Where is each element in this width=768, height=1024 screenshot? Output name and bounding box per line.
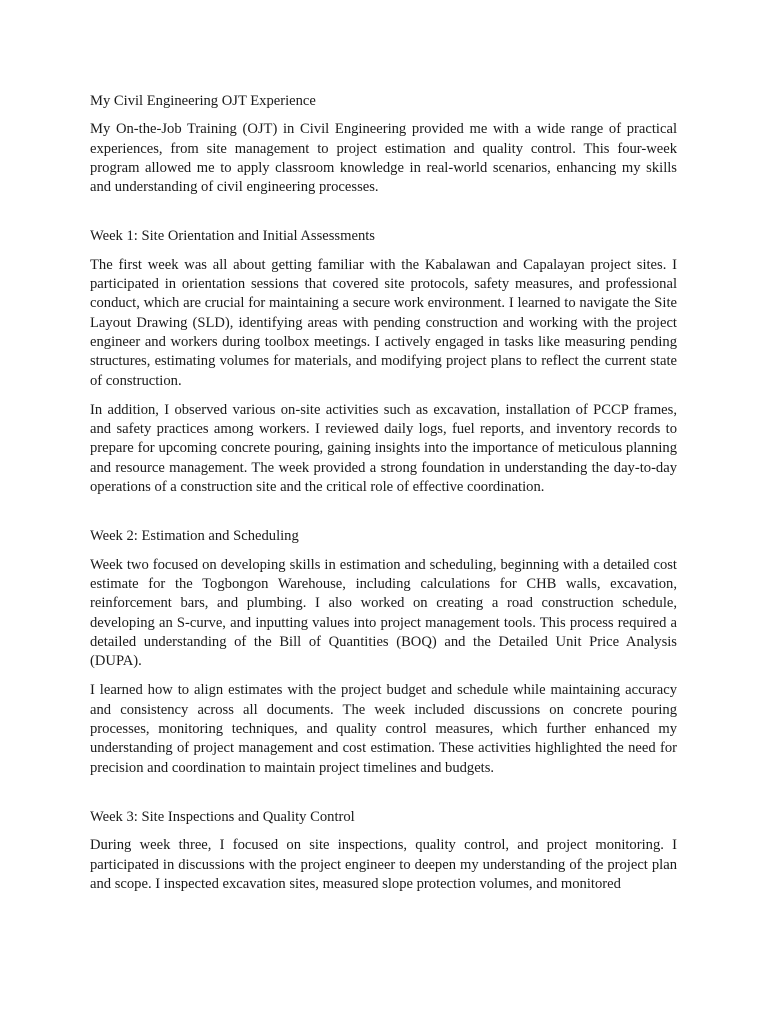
section-paragraph: I learned how to align estimates with the project budget and schedule while maintaining accuracy and consistency across all documents. The week included discussions on concrete pouring processes, monitoring techniques, and quality control measures, which further enhanced my understanding of project management and cost estimation. These activities highlighted the need for precision and coordination to maintain project timelines and budgets. [90,682,677,776]
document-title: My Civil Engineering OJT Experience [90,93,316,109]
intro-paragraph: My On-the-Job Training (OJT) in Civil Engineering provided me with a wide range of practical experiences, from site management to project estimation and quality control. This four-week program allowed me to apply classroom knowledge in real-world scenarios, enhancing my skills and understanding of civil engineering processes. [90,121,677,196]
section-week-2 [90,527,677,778]
document-page [90,92,677,904]
section-paragraph: During week three, I focused on site inspections, quality control, and project monitoring. I participated in discussions with the project engineer to deepen my understanding of the project plan and scope. I inspected excavation sites, measured slope protection volumes, and monitored [90,837,677,892]
section-heading: Week 2: Estimation and Scheduling [90,528,299,545]
section-heading: Week 1: Site Orientation and Initial Assessments [90,228,375,245]
section-paragraph: Week two focused on developing skills in estimation and scheduling, beginning with a detailed cost estimate for the Togbongon Warehouse, including calculations for CHB walls, excavation, reinforcement bars, and plumbing. I also worked on creating a road construction schedule, developing an S-curve, and inputting values into project management tools. This process required a detailed understanding of the Bill of Quantities (BOQ) and the Detailed Unit Price Analysis (DUPA). [90,556,677,670]
section-paragraph: In addition, I observed various on-site activities such as excavation, installation of PCCP frames, and safety practices among workers. I reviewed daily logs, fuel reports, and inventory records to prepare for upcoming concrete pouring, gaining insights into the importance of meticulous planning and resource management. The week provided a strong foundation in understanding the day-to-day operations of a construction site and the critical role of effective coordination. [90,401,677,496]
section-heading: Week 3: Site Inspections and Quality Control [90,808,355,825]
section-week-1 [90,227,677,497]
section-paragraph: The first week was all about getting familiar with the Kabalawan and Capalayan project sites. I participated in orientation sessions that covered site protocols, safety measures, and professional conduct, which are crucial for maintaining a secure work environment. I learned to navigate the Site Layout Drawing (SLD), identifying areas with pending construction and working with the project engineer and workers during toolbox meetings. I actively engaged in tasks like measuring pending structures, estimating volumes for materials, and modifying project plans to reflect the current state of construction. [90,256,677,389]
section-week-3 [90,808,677,894]
